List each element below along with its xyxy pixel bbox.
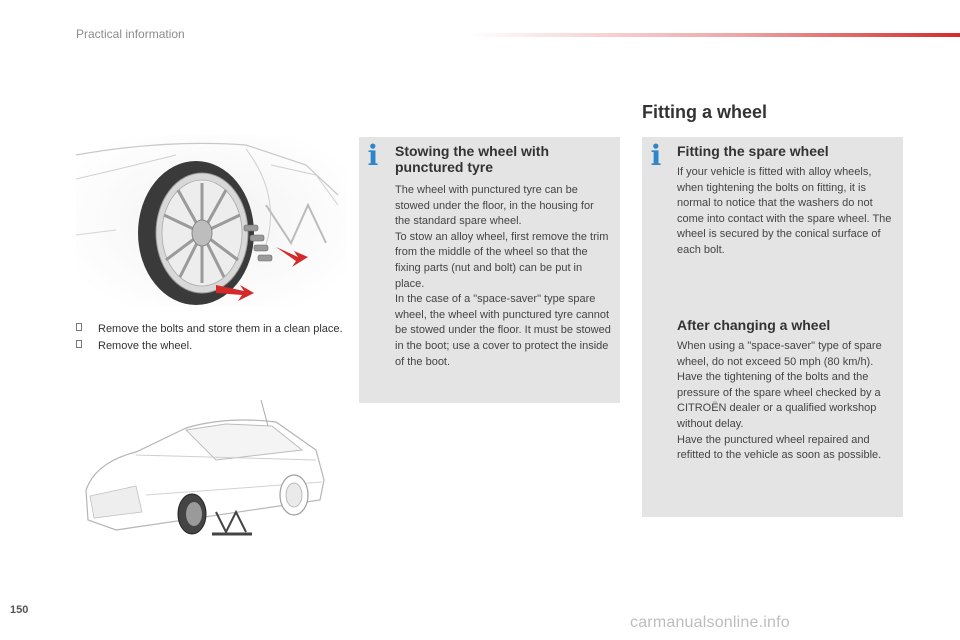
- paragraph: Have the punctured wheel repaired and refitted to the vehicle as soon as possible.: [677, 433, 882, 462]
- paragraph: In the case of a "space-saver" type spare wheel, the wheel with punctured tyre cannot be stowed under the floor. It must be stowed in the boot; use a cover to protect the inside of the boot.: [395, 293, 611, 368]
- wheel-removal-illustration: [76, 135, 346, 307]
- info-icon: i: [650, 139, 662, 172]
- after-title: After changing a wheel: [677, 317, 831, 333]
- step-text: Remove the bolts and store them in a clean place.: [98, 323, 343, 335]
- procedure-steps: [76, 322, 346, 355]
- bullet-marker-icon: [76, 340, 82, 348]
- step-text: Remove the wheel.: [98, 339, 193, 352]
- paragraph: Have the tightening of the bolts and the pressure of the spare wheel checked by a CITROËN dealer or a qualified workshop without delay.: [677, 371, 881, 430]
- page-number: 150: [10, 604, 29, 616]
- paragraph: When using a "space-saver" type of spare wheel, do not exceed 50 mph (80 km/h).: [677, 340, 882, 368]
- stowing-body: [395, 183, 612, 370]
- spare-wheel-info-box: [642, 137, 903, 517]
- paragraph: To stow an alloy wheel, first remove the trim from the middle of the wheel so that the fixing parts (nut and bolt) can be put in place.: [395, 230, 609, 290]
- watermark: carmanualsonline.info: [630, 614, 790, 631]
- stowing-info-box: [359, 137, 620, 403]
- list-item: [76, 339, 346, 354]
- spare-title: Fitting the spare wheel: [677, 143, 829, 159]
- stowing-title: Stowing the wheel with punctured tyre: [395, 143, 549, 175]
- after-body: [677, 339, 899, 464]
- bullet-marker-icon: [76, 323, 82, 331]
- car-on-jack-illustration: [76, 400, 331, 550]
- list-item: [76, 322, 346, 337]
- page-title: Fitting a wheel: [642, 102, 768, 122]
- header-accent-bar: [470, 33, 960, 37]
- info-icon: i: [367, 139, 379, 172]
- paragraph: The wheel with punctured tyre can be stowed under the floor, in the housing for the standard spare wheel.: [395, 184, 594, 228]
- paragraph: If your vehicle is fitted with alloy wheels, when tightening the bolts on fitting, it is normal to notice that the washers do not come into contact with the spare wheel. The wheel is secured by the conical surface of each bolt.: [677, 166, 892, 256]
- section-header: Practical information: [76, 27, 185, 41]
- spare-body: [677, 165, 899, 259]
